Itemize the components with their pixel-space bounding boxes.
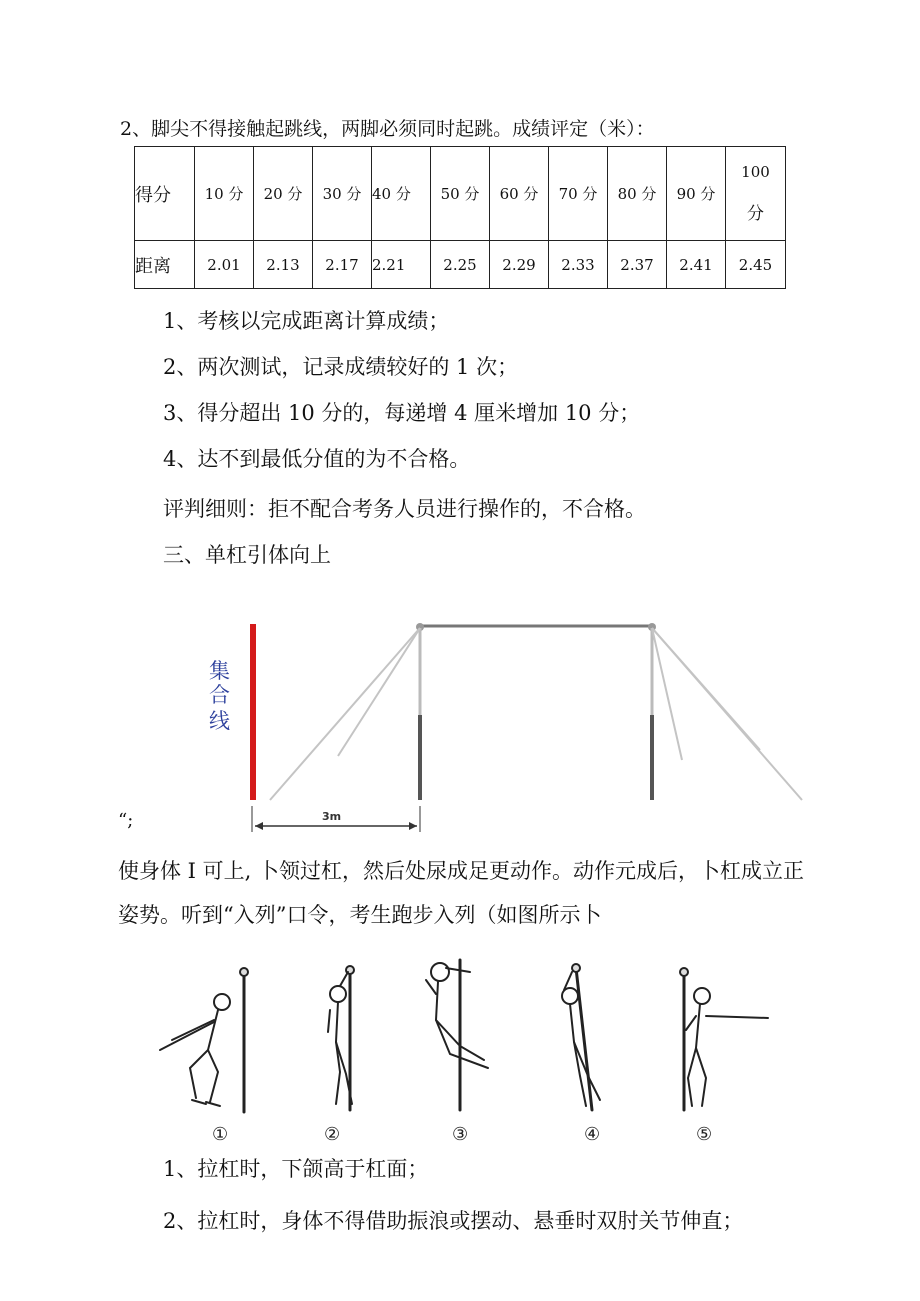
table-cell: 2.41 [667, 241, 726, 289]
guy-wire-left-1 [270, 628, 420, 800]
step-5-number: ⑤ [696, 1124, 713, 1145]
step-3-number: ③ [452, 1124, 469, 1145]
table-cell: 2.21 [372, 241, 431, 289]
score-100-number: 100 [741, 163, 770, 181]
table-cell: 60 分 [490, 147, 549, 241]
distance-label: 3m [322, 810, 342, 823]
table-cell: 2.33 [549, 241, 608, 289]
guy-wire-left-2 [338, 628, 420, 756]
table-cell: 90 分 [667, 147, 726, 241]
table-cell: 2.13 [254, 241, 313, 289]
rule-1: 1、拉杠时，下颌高于杠面； [163, 1157, 429, 1181]
note-2: 2、两次测试，记录成绩较好的 1 次； [163, 355, 519, 379]
table-header-score: 得分 [135, 147, 195, 241]
desc-line-1: 使身体 I 可上, 卜领过杠，然后处尿成足更动作。动作元成后，卜杠成立正 [118, 859, 804, 883]
horizontal-bar-diagram [100, 600, 820, 840]
table-header-distance: 距离 [135, 241, 195, 289]
assembly-label-3: 线 [209, 709, 230, 733]
assembly-label-2: 合 [209, 683, 230, 707]
rule2-line: 2、脚尖不得接触起跳线，两脚必须同时起跳。成绩评定（米）： [120, 118, 655, 140]
stray-mark: “; [118, 810, 134, 831]
step-1-number: ① [212, 1124, 229, 1145]
step-2-figure [328, 966, 354, 1110]
guy-wire-right-2 [652, 628, 682, 760]
note-4: 4、达不到最低分值的为不合格。 [163, 447, 471, 471]
distance-arrow-right [409, 822, 417, 830]
score-table [134, 146, 786, 289]
note-1: 1、考核以完成距离计算成绩； [163, 309, 450, 333]
table-cell: 40 分 [372, 147, 431, 241]
table-cell: 30 分 [313, 147, 372, 241]
table-row-scores [135, 147, 786, 241]
score-100-unit: 分 [747, 204, 764, 224]
table-cell: 20 分 [254, 147, 313, 241]
step-5-figure [680, 968, 768, 1110]
table-cell: 2.25 [431, 241, 490, 289]
table-cell: 2.01 [195, 241, 254, 289]
table-cell-100 [726, 147, 786, 241]
assembly-label-1: 集 [209, 659, 230, 683]
guy-wire-right-3 [652, 628, 760, 750]
assembly-line [250, 624, 256, 800]
table-cell: 10 分 [195, 147, 254, 241]
step-4-number: ④ [584, 1124, 601, 1145]
step-3-figure [426, 960, 488, 1110]
table-cell: 2.45 [726, 241, 786, 289]
table-cell: 70 分 [549, 147, 608, 241]
distance-arrow-left [255, 822, 263, 830]
step-4-figure [562, 964, 600, 1110]
rule-2: 2、拉杠时，身体不得借助振浪或摆动、悬垂时双肘关节伸直； [163, 1209, 744, 1233]
table-row-distances [135, 241, 786, 289]
table-cell: 2.17 [313, 241, 372, 289]
table-cell: 50 分 [431, 147, 490, 241]
desc-line-2: 姿势。听到“入列”口令，考生跑步入列（如图所示卜 [118, 903, 602, 927]
pullup-steps-figure [140, 950, 780, 1150]
judging-detail: 评判细则：拒不配合考务人员进行操作的，不合格。 [163, 497, 646, 521]
step-2-number: ② [324, 1124, 341, 1145]
table-cell: 2.29 [490, 241, 549, 289]
table-cell: 80 分 [608, 147, 667, 241]
step-1-figure [160, 968, 248, 1112]
note-3: 3、得分超出 10 分的，每递增 4 厘米增加 10 分； [163, 401, 641, 425]
table-cell: 2.37 [608, 241, 667, 289]
section-title: 三、单杠引体向上 [163, 543, 331, 567]
